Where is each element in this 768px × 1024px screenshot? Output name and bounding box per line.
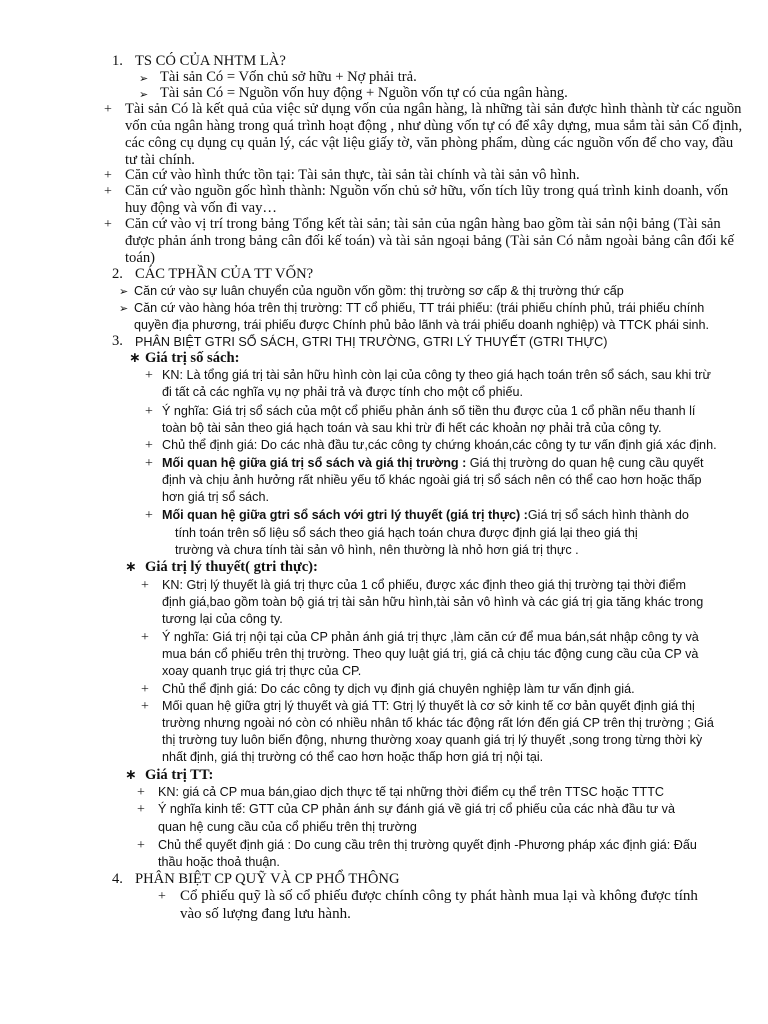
s1-para-1-line-1: Tài sản Có là kết quả của việc sử dụng vốn của ngân hàng, là những tài sản được hình thành từ các nguồn xyxy=(125,101,742,117)
arrow-bullet-icon: ➢ xyxy=(139,88,149,101)
s2-arrow-item-1: Căn cứ vào sự luân chuyển của nguồn vốn gồm: thị trường sơ cấp & thị trường thứ cấp xyxy=(134,284,624,298)
theory-value-heading: Giá trị lý thuyết( gtri thực): xyxy=(145,559,318,575)
plus-bullet-icon: + xyxy=(158,889,166,904)
plus-bullet-icon: + xyxy=(141,699,149,714)
plus-bullet-icon: + xyxy=(137,785,145,800)
s4-para-1-line-1: Cổ phiếu quỹ là số cổ phiếu được chính công ty phát hành mua lại và không được tính xyxy=(180,888,698,904)
s1-arrow-item-1: Tài sản Có = Vốn chủ sở hữu + Nợ phải trả. xyxy=(160,69,417,85)
market-value-heading: Giá trị TT: xyxy=(145,767,214,783)
arrow-bullet-icon: ➢ xyxy=(119,302,129,315)
s1-para-4-line-1: Căn cứ vào vị trí trong bảng Tổng kết tài sản; tài sản của ngân hàng bao gồm tài sản nội bảng (Tài sản xyxy=(125,216,721,232)
star-bullet-icon: ∗ xyxy=(125,767,137,783)
s1-para-3-line-1: Căn cứ vào nguồn gốc hình thành: Nguồn vốn chủ sở hữu, vốn tích lũy trong quá trình kinh doanh, vốn xyxy=(125,183,729,199)
s4-para-1-line-2: vào số lượng đang lưu hành. xyxy=(180,906,351,922)
book-theory-relation-line-2: tính toán trên số liệu sổ sách theo giá hạch toán chưa được định giá lại theo giá thị xyxy=(175,526,638,540)
theory-definition-line-3: tương lại của công ty. xyxy=(162,612,283,626)
theory-relation-line-3: thị trường tuy luôn biến động, nhưng thường xoay quanh giá trị lý thuyết ,song trong từng thời kỳ xyxy=(162,733,703,747)
s1-para-2: Căn cứ vào hình thức tồn tại: Tài sản thực, tài sản tài chính và tài sản vô hình. xyxy=(125,167,580,183)
arrow-bullet-icon: ➢ xyxy=(119,285,129,298)
section-1-number: 1. xyxy=(112,53,123,69)
plus-bullet-icon: + xyxy=(141,630,149,645)
book-theory-relation-line-3: trường và chưa tính tài sản vô hình, nên thường là nhỏ hơn giá trị thực . xyxy=(175,543,579,557)
section-2-title: CÁC TPHẦN CỦA TT VỐN? xyxy=(135,266,314,282)
s1-arrow-item-2: Tài sản Có = Nguồn vốn huy động + Nguồn vốn tự có của ngân hàng. xyxy=(160,85,568,101)
s2-arrow-item-2-line-2: quyền địa phương, trái phiếu được Chính phủ bảo lãnh và trái phiếu doanh nghiệp) và TTCK phái sinh. xyxy=(134,318,710,332)
theory-relation-line-2: trường nhưng ngoài nó còn có nhiều nhân tố khác tác động rất lớn đến giá CP trên thị trường ; Giá xyxy=(162,716,714,730)
plus-bullet-icon: + xyxy=(145,508,153,523)
section-1-title: TS CÓ CỦA NHTM LÀ? xyxy=(135,53,286,69)
plus-bullet-icon: + xyxy=(104,217,112,232)
theory-meaning-line-3: xoay quanh trục giá trị thực của CP. xyxy=(162,664,362,678)
book-market-relation-line-3: hơn giá trị sổ sách. xyxy=(162,490,269,504)
section-4-number: 4. xyxy=(112,871,123,887)
plus-bullet-icon: + xyxy=(137,802,145,817)
theory-relation-line-4: nhất định, giá thị trường có thể cao hơn hoặc thấp hơn giá trị nội tại. xyxy=(162,750,544,764)
plus-bullet-icon: + xyxy=(104,168,112,183)
book-theory-relation-rest: Giá trị sổ sách hình thành do xyxy=(527,508,689,522)
section-2-number: 2. xyxy=(112,266,123,282)
s1-para-4-line-3: toán) xyxy=(125,250,155,266)
market-definition: KN: giá cả CP mua bán,giao dịch thực tế tại những thời điểm cụ thể trên TTSC hoặc TTTC xyxy=(158,785,665,799)
book-market-relation-line-1 xyxy=(162,455,704,472)
book-definition-line-2: đi tất cả các nghĩa vụ nợ phải trả và được tính cho một cổ phiếu. xyxy=(162,385,523,399)
plus-bullet-icon: + xyxy=(145,456,153,471)
theory-meaning-line-1: Ý nghĩa: Giá trị nội tại của CP phản ánh giá trị thực ,làm căn cứ để mua bán,sát nhập công ty và xyxy=(162,630,699,644)
book-meaning-line-1: Ý nghĩa: Giá trị sổ sách của một cổ phiếu phản ánh số tiền thu được của 1 cổ phần nếu thanh lí xyxy=(162,404,696,418)
plus-bullet-icon: + xyxy=(104,184,112,199)
plus-bullet-icon: + xyxy=(145,404,153,419)
theory-relation-line-1: Mối quan hệ giữa gtrị lý thuyết và giá TT: Gtrị lý thuyết là cơ sở kinh tế cơ bản quyết định giá thị xyxy=(162,699,695,713)
market-meaning-line-1: Ý nghĩa kinh tế: GTT của CP phản ánh sự đánh giá về giá trị cổ phiếu của các nhà đầu tư và xyxy=(158,802,675,816)
book-value-heading: Giá trị số sách: xyxy=(145,350,240,366)
book-meaning-line-2: toàn bộ tài sản theo giá hạch toán và sau khi trừ đi hết các khoản nợ phải trả của công ty. xyxy=(162,421,662,435)
star-bullet-icon: ∗ xyxy=(125,559,137,575)
market-valuer-line-2: thầu hoặc thoả thuận. xyxy=(158,855,280,869)
book-market-relation-bold: Mối quan hệ giữa giá trị sổ sách và giá thị trường : xyxy=(162,456,467,470)
section-4-title: PHÂN BIỆT CP QUỸ VÀ CP PHỔ THÔNG xyxy=(135,871,400,887)
book-theory-relation-bold: Mối quan hệ giữa gtri sổ sách với gtri lý thuyết (giá trị thực) : xyxy=(162,508,528,522)
s1-para-3-line-2: huy động và vốn đi vay… xyxy=(125,200,278,216)
plus-bullet-icon: + xyxy=(145,368,153,383)
book-valuer: Chủ thể định giá: Do các nhà đầu tư,các công ty chứng khoán,các công ty tư vấn định giá xác định. xyxy=(162,438,717,452)
s1-para-1-line-4: tư tài chính. xyxy=(125,152,195,168)
plus-bullet-icon: + xyxy=(104,102,112,117)
book-market-relation-rest: Giá thị trường do quan hệ cung cầu quyết xyxy=(466,456,704,470)
theory-meaning-line-2: mua bán cổ phiếu trên thị trường. Theo quy luật giá trị, giá cả chịu tác động cung cầu của CP và xyxy=(162,647,699,661)
book-theory-relation-line-1 xyxy=(162,507,689,524)
s1-para-1-line-3: các công cụ dụng cụ quản lý, các vật liệu giấy tờ, văn phòng phẩm, dùng các nguồn vốn để cho vay, đầu xyxy=(125,135,734,151)
market-valuer-line-1: Chủ thể quyết định giá : Do cung cầu trên thị trường quyết định -Phương pháp xác định giá: Đấu xyxy=(158,838,697,852)
star-bullet-icon: ∗ xyxy=(129,350,141,366)
theory-valuer: Chủ thể định giá: Do các công ty dịch vụ định giá chuyên nghiệp làm tư vấn định giá. xyxy=(162,682,635,696)
market-meaning-line-2: quan hệ cung cầu của cổ phiếu trên thị trường xyxy=(158,820,417,834)
book-definition-line-1: KN: Là tổng giá trị tài sản hữu hình còn lại của công ty theo giá hạch toán trên sổ sách, sau khi trừ xyxy=(162,368,711,382)
plus-bullet-icon: + xyxy=(137,838,145,853)
theory-definition-line-2: định giá,bao gồm toàn bộ giá trị tài sản hữu hình,tài sản vô hình và các giá trị gia tăng khác trong xyxy=(162,595,704,609)
section-3-number: 3. xyxy=(112,333,123,349)
arrow-bullet-icon: ➢ xyxy=(139,72,149,85)
plus-bullet-icon: + xyxy=(145,438,153,453)
s2-arrow-item-2-line-1: Căn cứ vào hàng hóa trên thị trường: TT cổ phiếu, TT trái phiếu: (trái phiếu chính phủ, trái phiếu chính xyxy=(134,301,705,315)
section-3-title: PHÂN BIỆT GTRI SỔ SÁCH, GTRI THỊ TRƯỜNG, GTRI LÝ THUYẾT (GTRI THỰC) xyxy=(135,335,608,349)
s1-para-1-line-2: vốn của ngân hàng trong quá trình hoạt động , như dùng vốn tự có để xây dựng, mua sắm tài sản Cố định, xyxy=(125,118,743,134)
plus-bullet-icon: + xyxy=(141,682,149,697)
book-market-relation-line-2: định và chịu ảnh hưởng rất nhiều yếu tố khác ngoài giá trị sổ sách nên có thể cao hơn hoặc thấp xyxy=(162,473,702,487)
theory-definition-line-1: KN: Gtrị lý thuyết là giá trị thực của 1 cổ phiếu, được xác định theo giá thị trường tại thời điểm xyxy=(162,578,686,592)
s1-para-4-line-2: được phản ánh trong bảng cân đối kế toán) và tài sản ngoại bảng (Tài sản Có nằm ngoài bảng cân đối kế xyxy=(125,233,734,249)
plus-bullet-icon: + xyxy=(141,578,149,593)
